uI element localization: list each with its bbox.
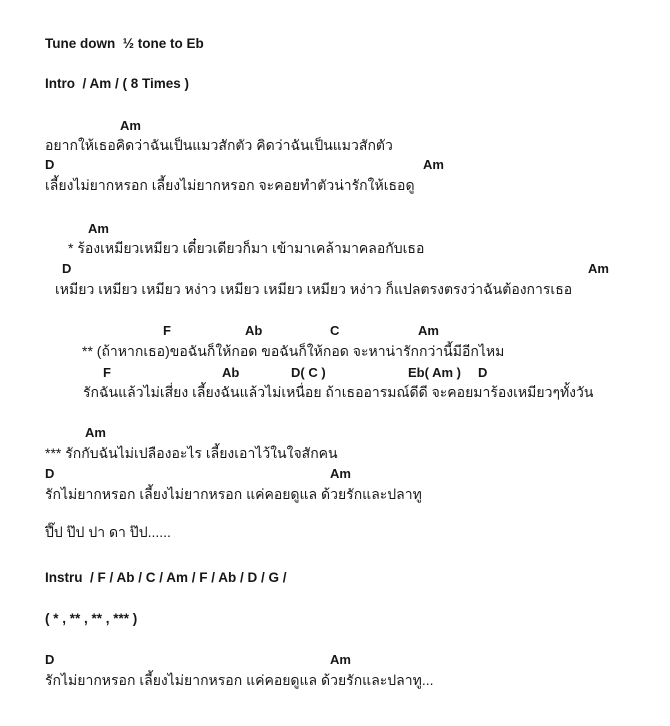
chord-label: Am [330, 652, 351, 667]
lyric-line [45, 177, 415, 193]
lyric-text: อยากให้เธอคิดว่าฉันเป็นแมวสักตัว คิดว่าฉันเป็นแมวสักตัว [45, 137, 393, 153]
heading-line [45, 36, 204, 52]
heading-line [45, 611, 137, 627]
lyric-line [45, 672, 434, 688]
lyric-text: รักไม่ยากหรอก เลี้ยงไม่ยากหรอก แค่คอยดูแล ด้วยรักและปลาทู... [45, 672, 434, 688]
lyric-line [82, 343, 504, 359]
chord-label: Am [88, 221, 109, 236]
lyric-line [45, 524, 171, 540]
chord-label: D [62, 261, 72, 276]
chord-label: Am [120, 118, 141, 133]
chord-label: Am [588, 261, 609, 276]
chords-line [0, 119, 670, 135]
chord-label: C [330, 323, 340, 338]
heading-text: ( * , ** , ** , *** ) [45, 611, 138, 626]
lyric-line [45, 445, 338, 461]
chord-label: Am [330, 466, 351, 481]
chord-label: F [163, 323, 171, 338]
chord-label: Ab [245, 323, 263, 338]
heading-text: Tune down ½ tone to Eb [45, 36, 204, 51]
heading-text: Instru / F / Ab / C / Am / F / Ab / D / G / [45, 570, 287, 585]
heading-line [45, 76, 189, 92]
chord-label: D [45, 157, 55, 172]
chord-label: F [103, 365, 111, 380]
chord-label: D [45, 652, 55, 667]
lyric-text: * ร้องเหมียวเหมียว เดี๋ยวเดียวก็มา เข้ามาเคล้ามาคลอกับเธอ [68, 240, 425, 256]
chords-line [0, 158, 670, 174]
chords-line [0, 653, 670, 669]
chords-line [0, 262, 670, 278]
lyric-text: รักไม่ยากหรอก เลี้ยงไม่ยากหรอก แค่คอยดูแล ด้วยรักและปลาทู [45, 486, 422, 502]
lyric-line [83, 384, 593, 400]
lyric-text: เลี้ยงไม่ยากหรอก เลี้ยงไม่ยากหรอก จะคอยทำตัวน่ารักให้เธอดู [45, 177, 415, 193]
lyric-line [55, 281, 572, 297]
lyric-line [45, 486, 422, 502]
lyric-text: เหมียว เหมียว เหมียว หง่าว เหมียว เหมียว เหมียว หง่าว ก็แปลตรงตรงว่าฉันต้องการเธอ [55, 281, 573, 297]
lyric-line [45, 137, 393, 153]
lyric-text: รักฉันแล้วไม่เสี่ยง เลี้ยงฉันแล้วไม่เหนื่อย ถ้าเธออารมณ์ดีดี จะคอยมาร้องเหมียวๆทั้งวัน [83, 384, 594, 400]
lyric-text: *** รักกับฉันไม่เปลืองอะไร เลี้ยงเอาไว้ในใจสักคน [45, 445, 338, 461]
chords-line [0, 366, 670, 382]
chords-line [0, 426, 670, 442]
chord-label: Ab [222, 365, 240, 380]
chord-label: Eb( Am ) [408, 365, 461, 380]
chords-line [0, 324, 670, 340]
lyric-text: ** (ถ้าหากเธอ)ขอฉันก็ให้กอด ขอฉันก็ให้กอด จะหาน่ารักกว่านี้มีอีกไหม [82, 343, 505, 359]
lyric-line [68, 240, 424, 256]
chords-line [0, 467, 670, 483]
chord-label: Am [423, 157, 444, 172]
chord-label: D [478, 365, 488, 380]
chord-label: Am [418, 323, 439, 338]
heading-text: Intro / Am / ( 8 Times ) [45, 76, 190, 91]
lyric-text: ปึ๊ป ป๊ป ปา ดา ป๊ป...... [45, 524, 171, 540]
heading-line [45, 570, 287, 586]
chord-label: D( C ) [291, 365, 326, 380]
chord-label: Am [85, 425, 106, 440]
chords-line [0, 222, 670, 238]
chord-label: D [45, 466, 55, 481]
